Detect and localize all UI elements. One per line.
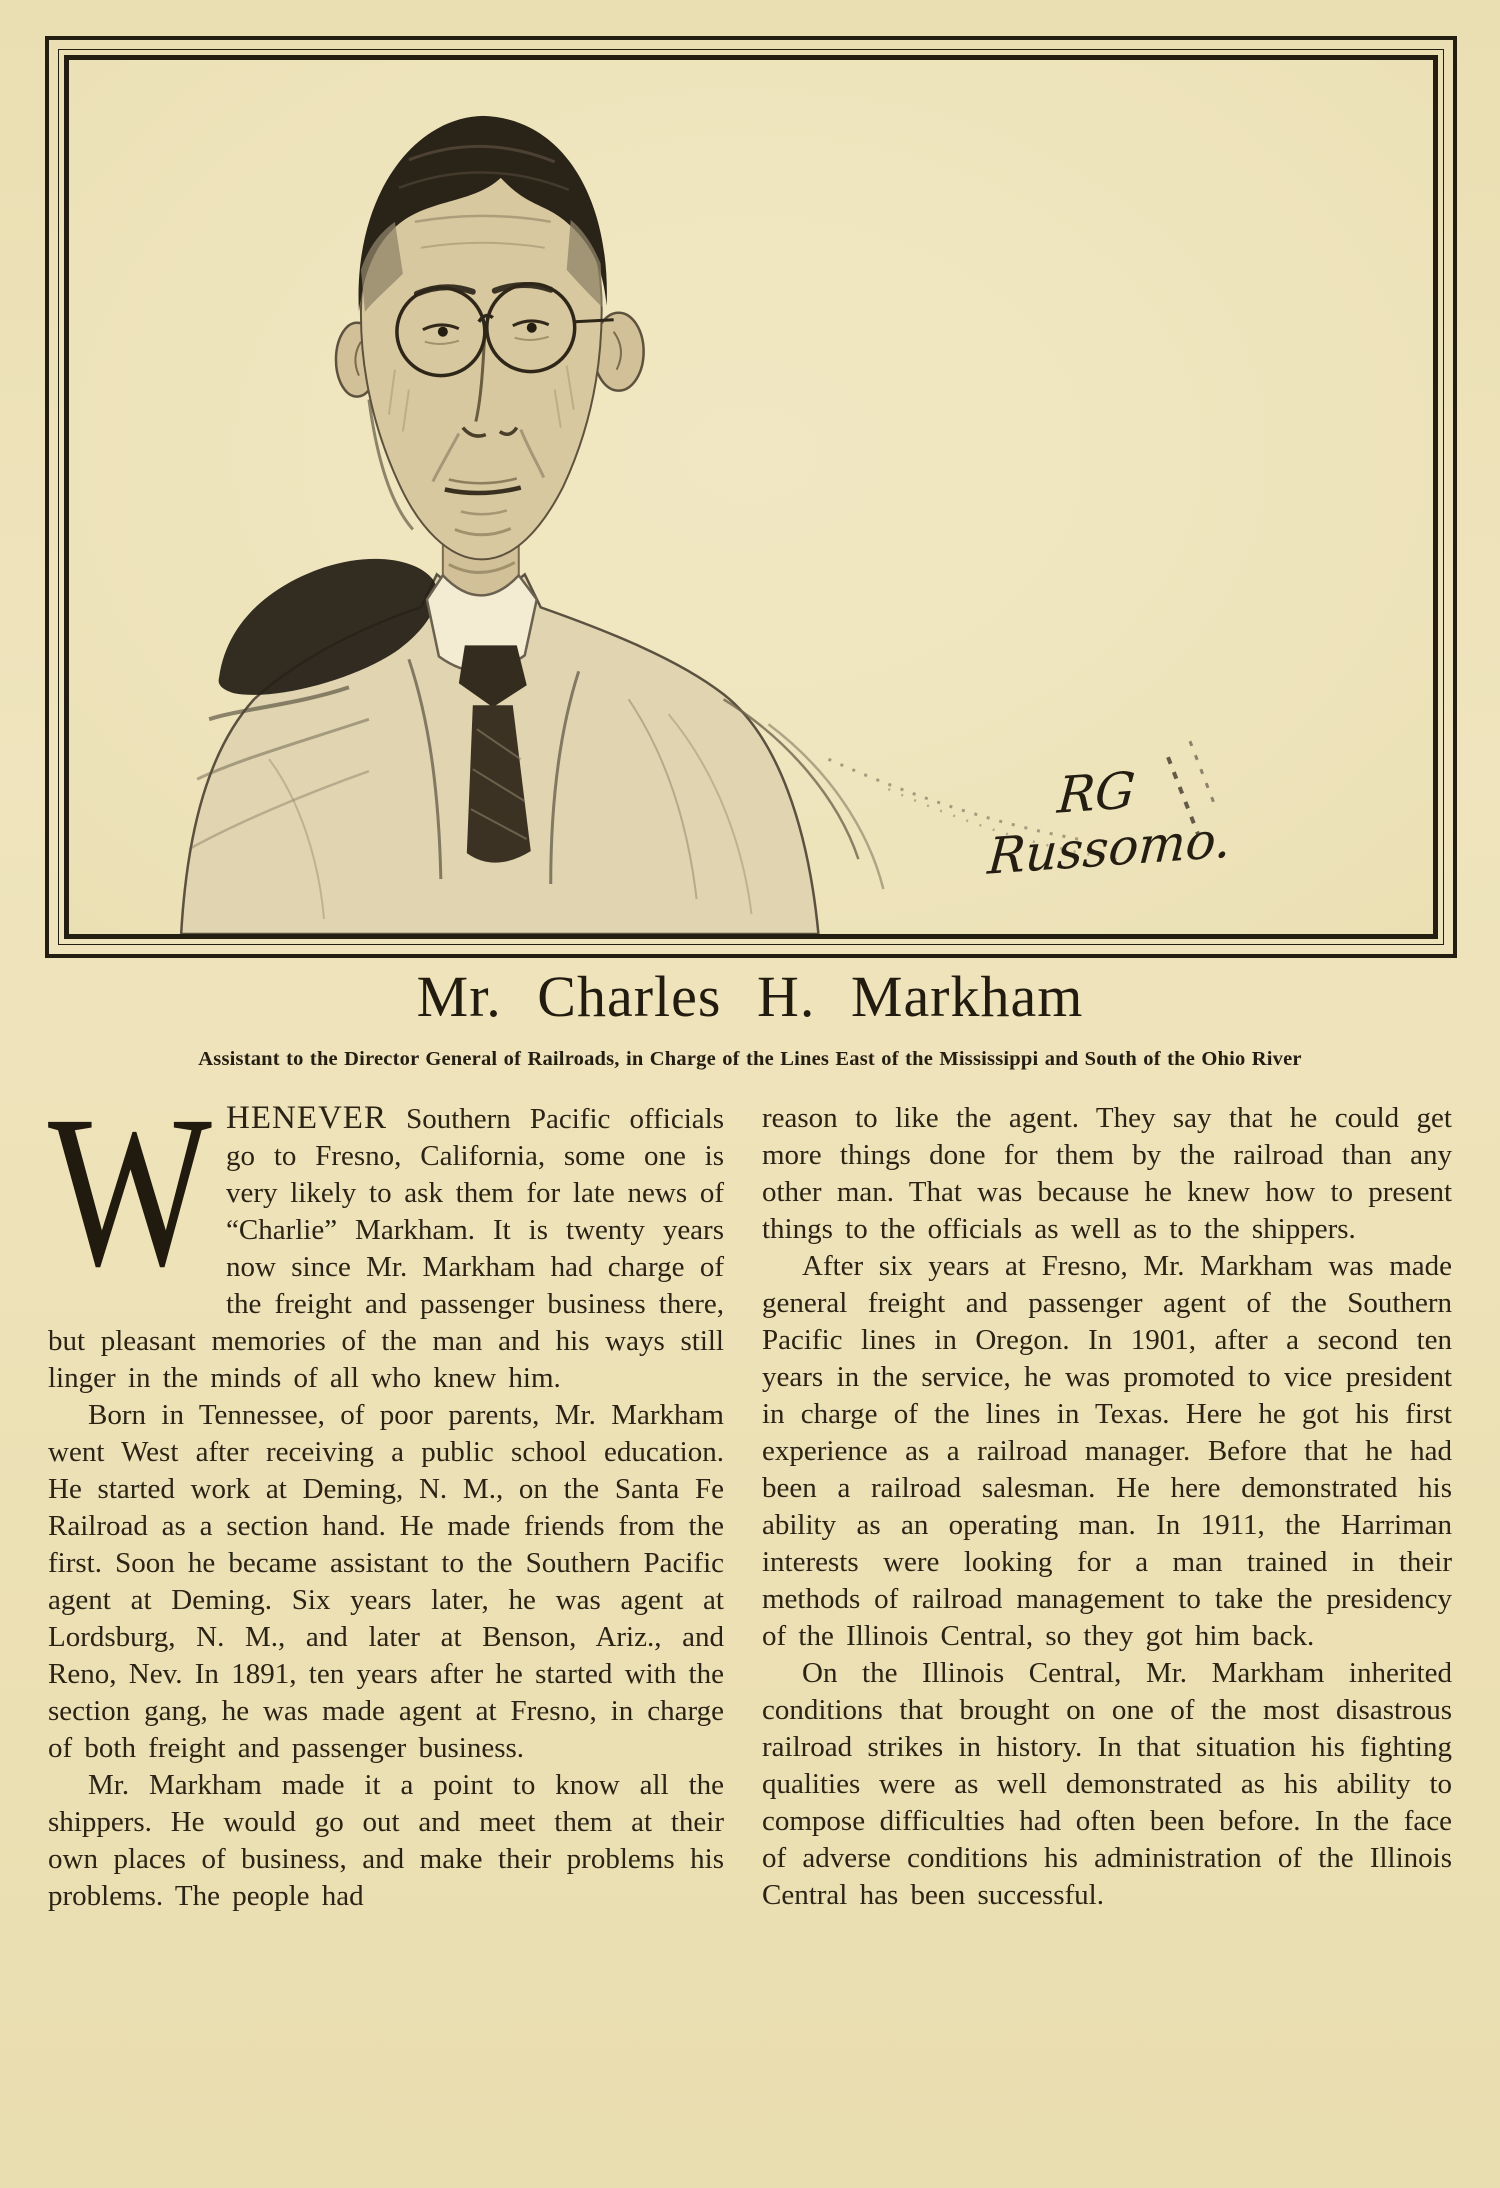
paragraph-6: On the Illinois Central, Mr. Markham inherited conditions that brought on one of the most disastrous railroad strikes in history. In that situation his fighting qualities were as well demonstrated as his ability to compose difficulties had often been before. In the face of adverse conditions his administration of the Illinois Central has been successful. (762, 1657, 1452, 1911)
opening-word: HENEVER (226, 1100, 387, 1136)
artist-signature (977, 754, 1237, 886)
portrait-frame-inner-rule (64, 55, 1438, 939)
paragraph-4: reason to like the agent. They say that he could get more things done for them by the railroad than any other man. That was because he knew how to present things to the officials as well as to the shippers. (762, 1102, 1452, 1245)
paragraph-1 (48, 1071, 724, 1397)
portrait-frame (45, 36, 1457, 958)
drop-cap: W (48, 1071, 212, 1311)
paragraph-5: After six years at Fresno, Mr. Markham was made general freight and passenger agent of the Southern Pacific lines in Oregon. In 1901, after a second ten years in the service, he was promoted to vice president in charge of the lines in Texas. Here he got his first experience as a railroad manager. Before that he had been a railroad salesman. He here demonstrated his ability as an operating man. In 1911, the Harriman interests were looking for a man trained in their methods of railroad management to take the presidency of the Illinois Central, so they got him back. (762, 1250, 1452, 1652)
paragraph-2: Born in Tennessee, of poor parents, Mr. Markham went West after receiving a public school education. He started work at Deming, N. M., on the Santa Fe Railroad as a section hand. He made friends from the first. Soon he became assistant to the Southern Pacific agent at Deming. Six years later, he was agent at Lordsburg, N. M., and later at Benson, Ariz., and Reno, Nev. In 1891, ten years after he started with the section gang, he was made agent at Fresno, in charge of both freight and passenger business. (48, 1399, 724, 1764)
signature-line-2: Russomo. (985, 809, 1233, 886)
left-column (48, 1071, 724, 1915)
paragraph-1-text: Southern Pacific officials go to Fresno, California, some one is very likely to ask them for late news of “Charlie” Markham. It is twenty years now since Mr. Markham had charge of the freight and passenger business there, but pleasant memories of the man and his ways still linger in the minds of all who knew him. (48, 1103, 724, 1394)
portrait-illustration (69, 60, 1433, 934)
page-subtitle: Assistant to the Director General of Railroads, in Charge of the Lines East of the Mississippi and South of the Ohio River (198, 1048, 1302, 1070)
signature-line-1: RG (1055, 760, 1138, 825)
right-column (762, 1100, 1452, 1914)
sketch-dashes-2 (1190, 741, 1214, 803)
paragraph-3: Mr. Markham made it a point to know all the shippers. He would go out and meet them at their own places of business, and make their problems his problems. The people had (48, 1769, 724, 1912)
page-title: Mr. Charles H. Markham (416, 964, 1084, 1029)
portrait-frame-mid-rule (58, 49, 1444, 945)
article-body (48, 1071, 1452, 2130)
